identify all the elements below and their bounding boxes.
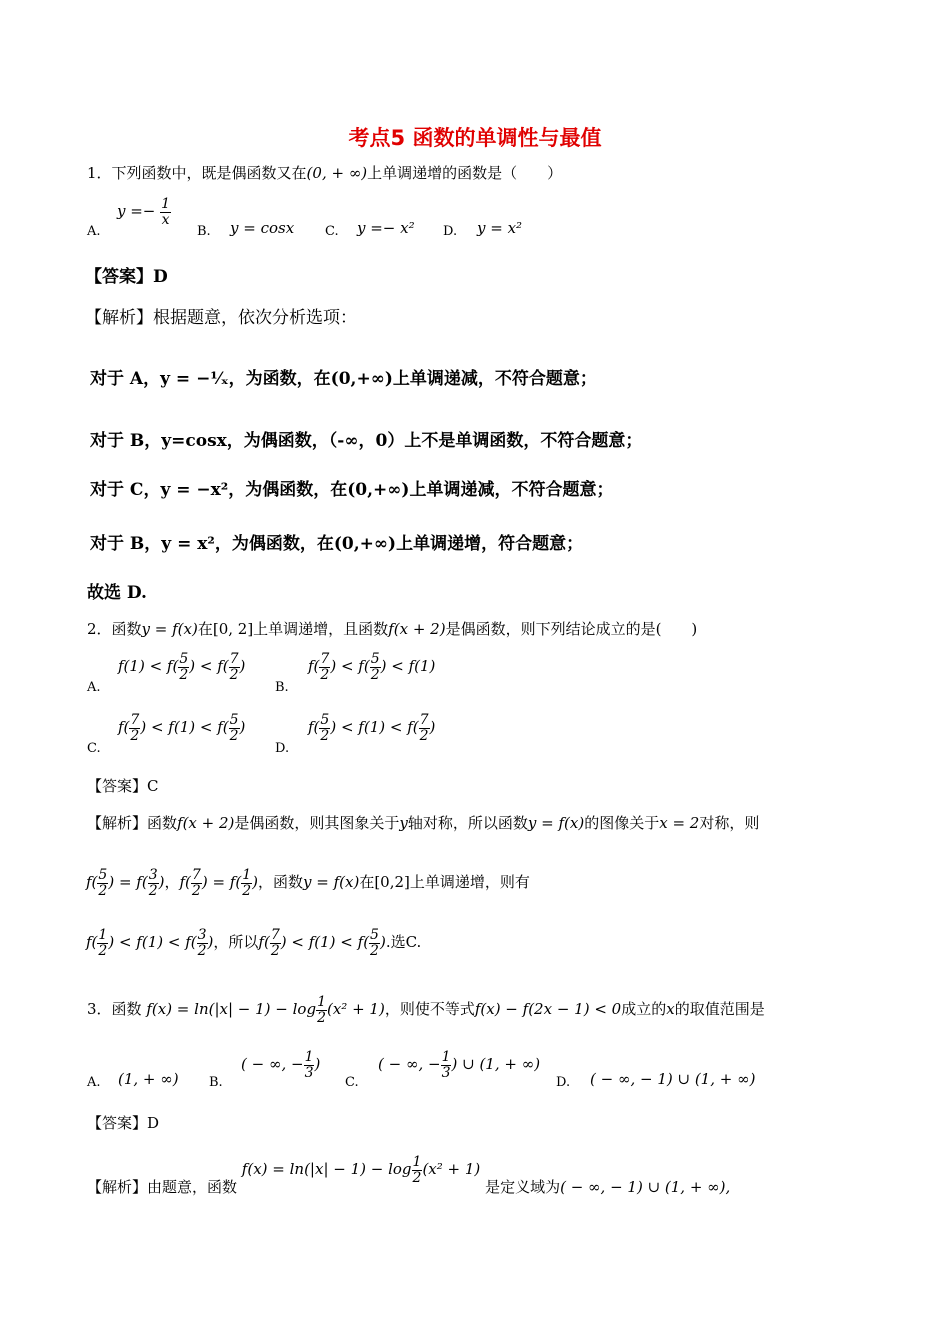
q2-stem-func: y = f(x) xyxy=(141,620,198,638)
q2-option-a-label: A. xyxy=(87,680,101,695)
q1-stem-tail: 上单调递增的函数是（ ） xyxy=(367,164,563,182)
q3-option-a-label: A. xyxy=(87,1075,101,1090)
q2-option-a: f(1) < f( $\frac{5}{2}$ ) < f( $\frac{7}{2}$ ) xyxy=(118,651,246,683)
q1-option-b: y = cosx xyxy=(230,219,295,237)
q3-log-base: $\frac{1}{2}$ xyxy=(317,994,326,1026)
q3-answer: 【答案】D xyxy=(87,1114,160,1132)
q3-option-b-label: B. xyxy=(209,1075,223,1090)
fraction-numerator: 1 xyxy=(161,196,171,212)
q1-interval: (0, + ∞) xyxy=(306,164,368,182)
q2-option-d-label: D. xyxy=(275,741,290,756)
q3-option-c: ( − ∞, − $\frac{1}{3}$ ) ∪ (1, + ∞) xyxy=(378,1049,541,1081)
q2-option-d: f( $\frac{5}{2}$ ) < f(1) < f( $\frac{7}{2}$ ) xyxy=(308,712,436,744)
q3-option-c-label: C. xyxy=(345,1075,359,1090)
q1-analysis-heading: 【解析】根据题意，依次分析选项： xyxy=(85,308,357,328)
q2-option-c-label: C. xyxy=(87,741,101,756)
q1-analysis-c: 对于 C，y = −x²，为偶函数，在(0,+∞)上单调递减，不符合题意； xyxy=(90,480,614,500)
q3-option-b: ( − ∞, − $\frac{1}{3}$ ) xyxy=(241,1049,321,1081)
page-title: 考点5 函数的单调性与最值 xyxy=(348,126,602,150)
q1-analysis-a: 对于 A，y = −¹⁄ₓ，为函数，在(0,+∞)上单调递减，不符合题意； xyxy=(90,369,597,389)
q1-stem-text: 1．下列函数中，既是偶函数又在 xyxy=(87,164,307,182)
q2-stem-mid: 在[0, 2]上单调递增，且函数 xyxy=(197,620,389,638)
q1-option-a-pre: y =− xyxy=(117,202,156,221)
q1-option-c: y =− x² xyxy=(357,219,415,237)
q2-option-b: f( $\frac{7}{2}$ ) < f( $\frac{5}{2}$ ) < f(1) xyxy=(308,651,436,683)
q1-option-d-label: D. xyxy=(443,224,458,239)
q3-analysis: 【解析】由题意，函数 f(x) = ln(|x| − 1) − log $\frac{1}{2}$ (x² + 1) 是定义域为( − ∞, − 1) ∪ (1, + ∞), xyxy=(87,1154,731,1197)
q1-answer: 【答案】D xyxy=(85,267,168,287)
fraction-denominator: x xyxy=(161,211,170,228)
q2-stem xyxy=(87,618,697,639)
q1-conclusion: 故选 D. xyxy=(87,583,147,603)
q2-analysis-line1: 【解析】函数f(x + 2)是偶函数，则其图象关于y轴对称，所以函数y = f(x)的图像关于x = 2对称，则 xyxy=(87,814,760,832)
q1-option-d: y = x² xyxy=(477,219,523,237)
q2-option-c: f( $\frac{7}{2}$ ) < f(1) < f( $\frac{5}{2}$ ) xyxy=(118,712,246,744)
q3-option-d: ( − ∞, − 1) ∪ (1, + ∞) xyxy=(590,1070,756,1088)
q2-stem-tail: 是偶函数，则下列结论成立的是( ) xyxy=(445,620,698,638)
q3-function: f(x) = ln(|x| − 1) − log xyxy=(146,1000,317,1019)
q2-analysis-line2: f( $\frac{5}{2}$ ) = f( $\frac{3}{2}$ )，f( $\frac{7}{2}$ ) = f( $\frac{1}{2}$ )，函数y = f(x)在[0,2]上单调递增，则有 xyxy=(86,867,530,899)
q1-option-a-fraction xyxy=(160,197,171,227)
q3-inequality: f(x) − f(2x − 1) < 0 xyxy=(474,1000,622,1019)
q3-option-a: (1, + ∞) xyxy=(118,1070,179,1088)
q1-option-b-label: B. xyxy=(197,224,211,239)
q2-stem-text: 2．函数 xyxy=(87,620,142,638)
q1-analysis-b: 对于 B，y=cosx，为偶函数，（-∞，0）上不是单调函数，不符合题意； xyxy=(90,431,643,451)
q1-option-c-label: C. xyxy=(325,224,339,239)
q1-stem xyxy=(87,162,562,183)
q2-stem-func2: f(x + 2) xyxy=(388,620,446,638)
q1-option-a xyxy=(117,197,171,227)
q1-option-a-label: A. xyxy=(87,224,101,239)
q3-option-d-label: D. xyxy=(556,1075,571,1090)
q1-analysis-d: 对于 B，y = x²，为偶函数，在(0,+∞)上单调递增，符合题意； xyxy=(90,534,584,554)
q3-stem: 3．函数 f(x) = ln(|x| − 1) − log $\frac{1}{2}$ (x² + 1)，则使不等式f(x) − f(2x − 1) < 0成立的x的取值范围是 xyxy=(87,994,765,1026)
q2-option-b-label: B. xyxy=(275,680,289,695)
q2-analysis-line3: f( $\frac{1}{2}$ ) < f(1) < f( $\frac{3}{2}$ )，所以f( $\frac{7}{2}$ ) < f(1) < f( $\frac{5}{2}$ ).选C. xyxy=(86,927,422,959)
q2-answer: 【答案】C xyxy=(87,777,159,795)
